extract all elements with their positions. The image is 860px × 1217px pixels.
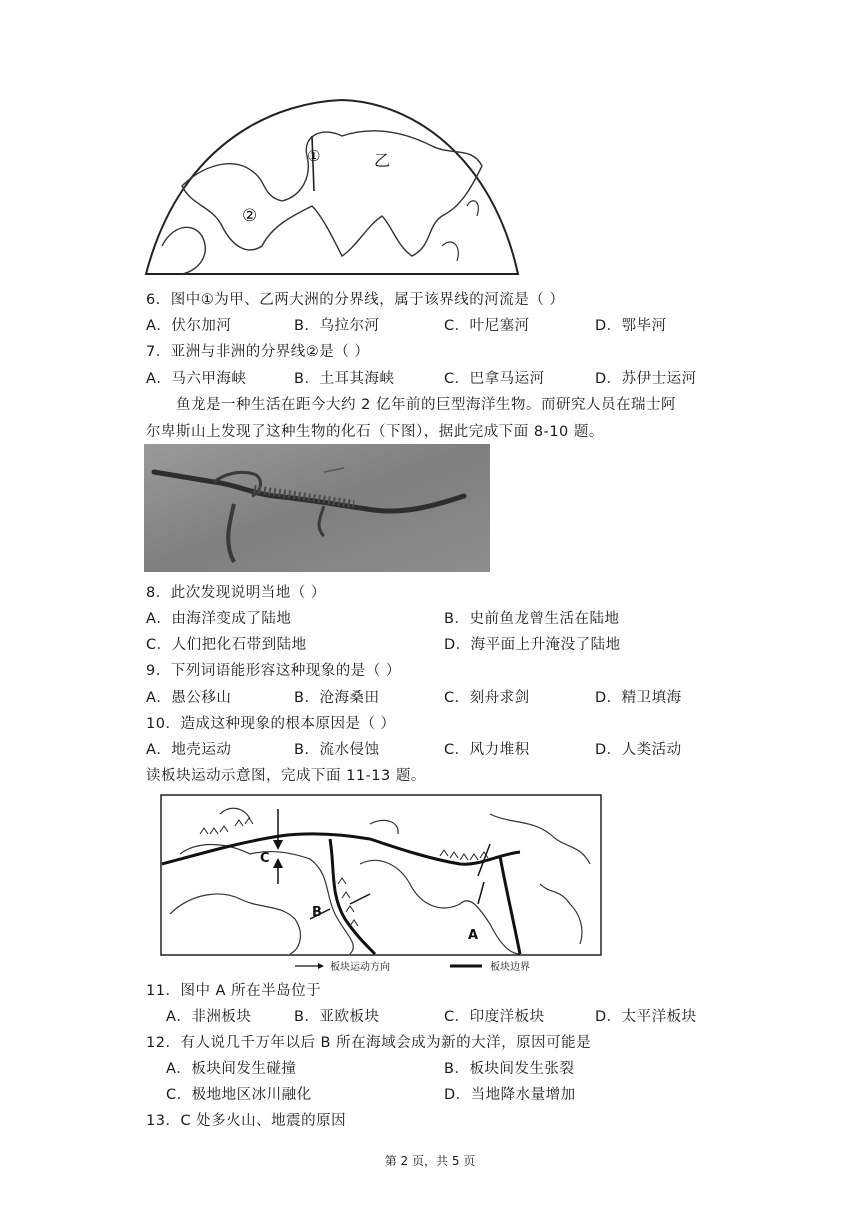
q9-option-a: A．愚公移山 [146,690,232,706]
q8-option-d: D．海平面上升淹没了陆地 [444,637,621,653]
map2-label-b: B [312,905,322,920]
intro-11-13: 读板块运动示意图，完成下面 11-13 题。 [146,768,426,784]
q13-stem: 13．C 处多火山、地震的原因 [146,1113,347,1129]
q8-stem: 8．此次发现说明当地（ ） [146,585,326,601]
q12-option-c: C．极地地区冰川融化 [166,1087,312,1103]
intro-8-10-line2: 尔卑斯山上发现了这种生物的化石（下图），据此完成下面 8-10 题。 [146,424,604,440]
q8-option-b: B．史前鱼龙曾生活在陆地 [444,611,620,627]
q10-option-c: C．风力堆积 [444,742,530,758]
q10-stem: 10．造成这种现象的根本原因是（ ） [146,716,396,732]
q9-option-d: D．精卫填海 [595,690,682,706]
q12-option-b: B．板块间发生张裂 [444,1061,575,1077]
q12-stem: 12．有人说几千万年以后 B 所在海域会成为新的大洋，原因可能是 [146,1035,592,1051]
map2-label-c: C [260,851,270,866]
q6-option-d: D．鄂毕河 [595,318,667,334]
hemisphere-map [142,96,522,276]
map2-legend-boundary: 板块边界 [490,962,530,973]
q7-option-a: A．马六甲海峡 [146,371,247,387]
q7-option-d: D．苏伊士运河 [595,371,697,387]
q11-option-c: C．印度洋板块 [444,1009,545,1025]
q7-option-b: B．土耳其海峡 [294,371,395,387]
map1-label-2: ② [242,206,258,226]
q10-option-b: B．流水侵蚀 [294,742,380,758]
q12-option-d: D．当地降水量增加 [444,1087,576,1103]
q6-option-c: C．叶尼塞河 [444,318,530,334]
q6-option-b: B．乌拉尔河 [294,318,380,334]
q11-option-d: D．太平洋板块 [595,1009,697,1025]
q9-option-c: C．刻舟求剑 [444,690,530,706]
q6-option-a: A．伏尔加河 [146,318,232,334]
map1-label-yi: 乙 [374,151,391,170]
fossil-photo [144,444,490,572]
page-footer: 第 2 页，共 5 页 [384,1154,476,1168]
q11-stem: 11．图中 A 所在半岛位于 [146,983,322,999]
q7-stem: 7．亚洲与非洲的分界线②是（ ） [146,344,370,360]
plate-movement-map [160,794,602,974]
q8-option-a: A．由海洋变成了陆地 [146,611,292,627]
intro-8-10-line1: 鱼龙是一种生活在距今大约 2 亿年前的巨型海洋生物。而研究人员在瑞士阿 [176,397,676,413]
q10-option-a: A．地壳运动 [146,742,232,758]
q12-option-a: A．板块间发生碰撞 [166,1061,297,1077]
map2-legend-arrow: 板块运动方向 [330,962,390,973]
q6-stem: 6．图中①为甲、乙两大洲的分界线，属于该界线的河流是（ ） [146,292,565,308]
map1-label-1: ① [307,147,321,165]
q10-option-d: D．人类活动 [595,742,682,758]
q7-option-c: C．巴拿马运河 [444,371,545,387]
q9-stem: 9．下列词语能形容这种现象的是（ ） [146,663,401,679]
q9-option-b: B．沧海桑田 [294,690,380,706]
q11-option-a: A．非洲板块 [166,1009,252,1025]
q11-option-b: B．亚欧板块 [294,1009,380,1025]
q8-option-c: C．人们把化石带到陆地 [146,637,307,653]
map2-label-a: A [468,928,479,943]
